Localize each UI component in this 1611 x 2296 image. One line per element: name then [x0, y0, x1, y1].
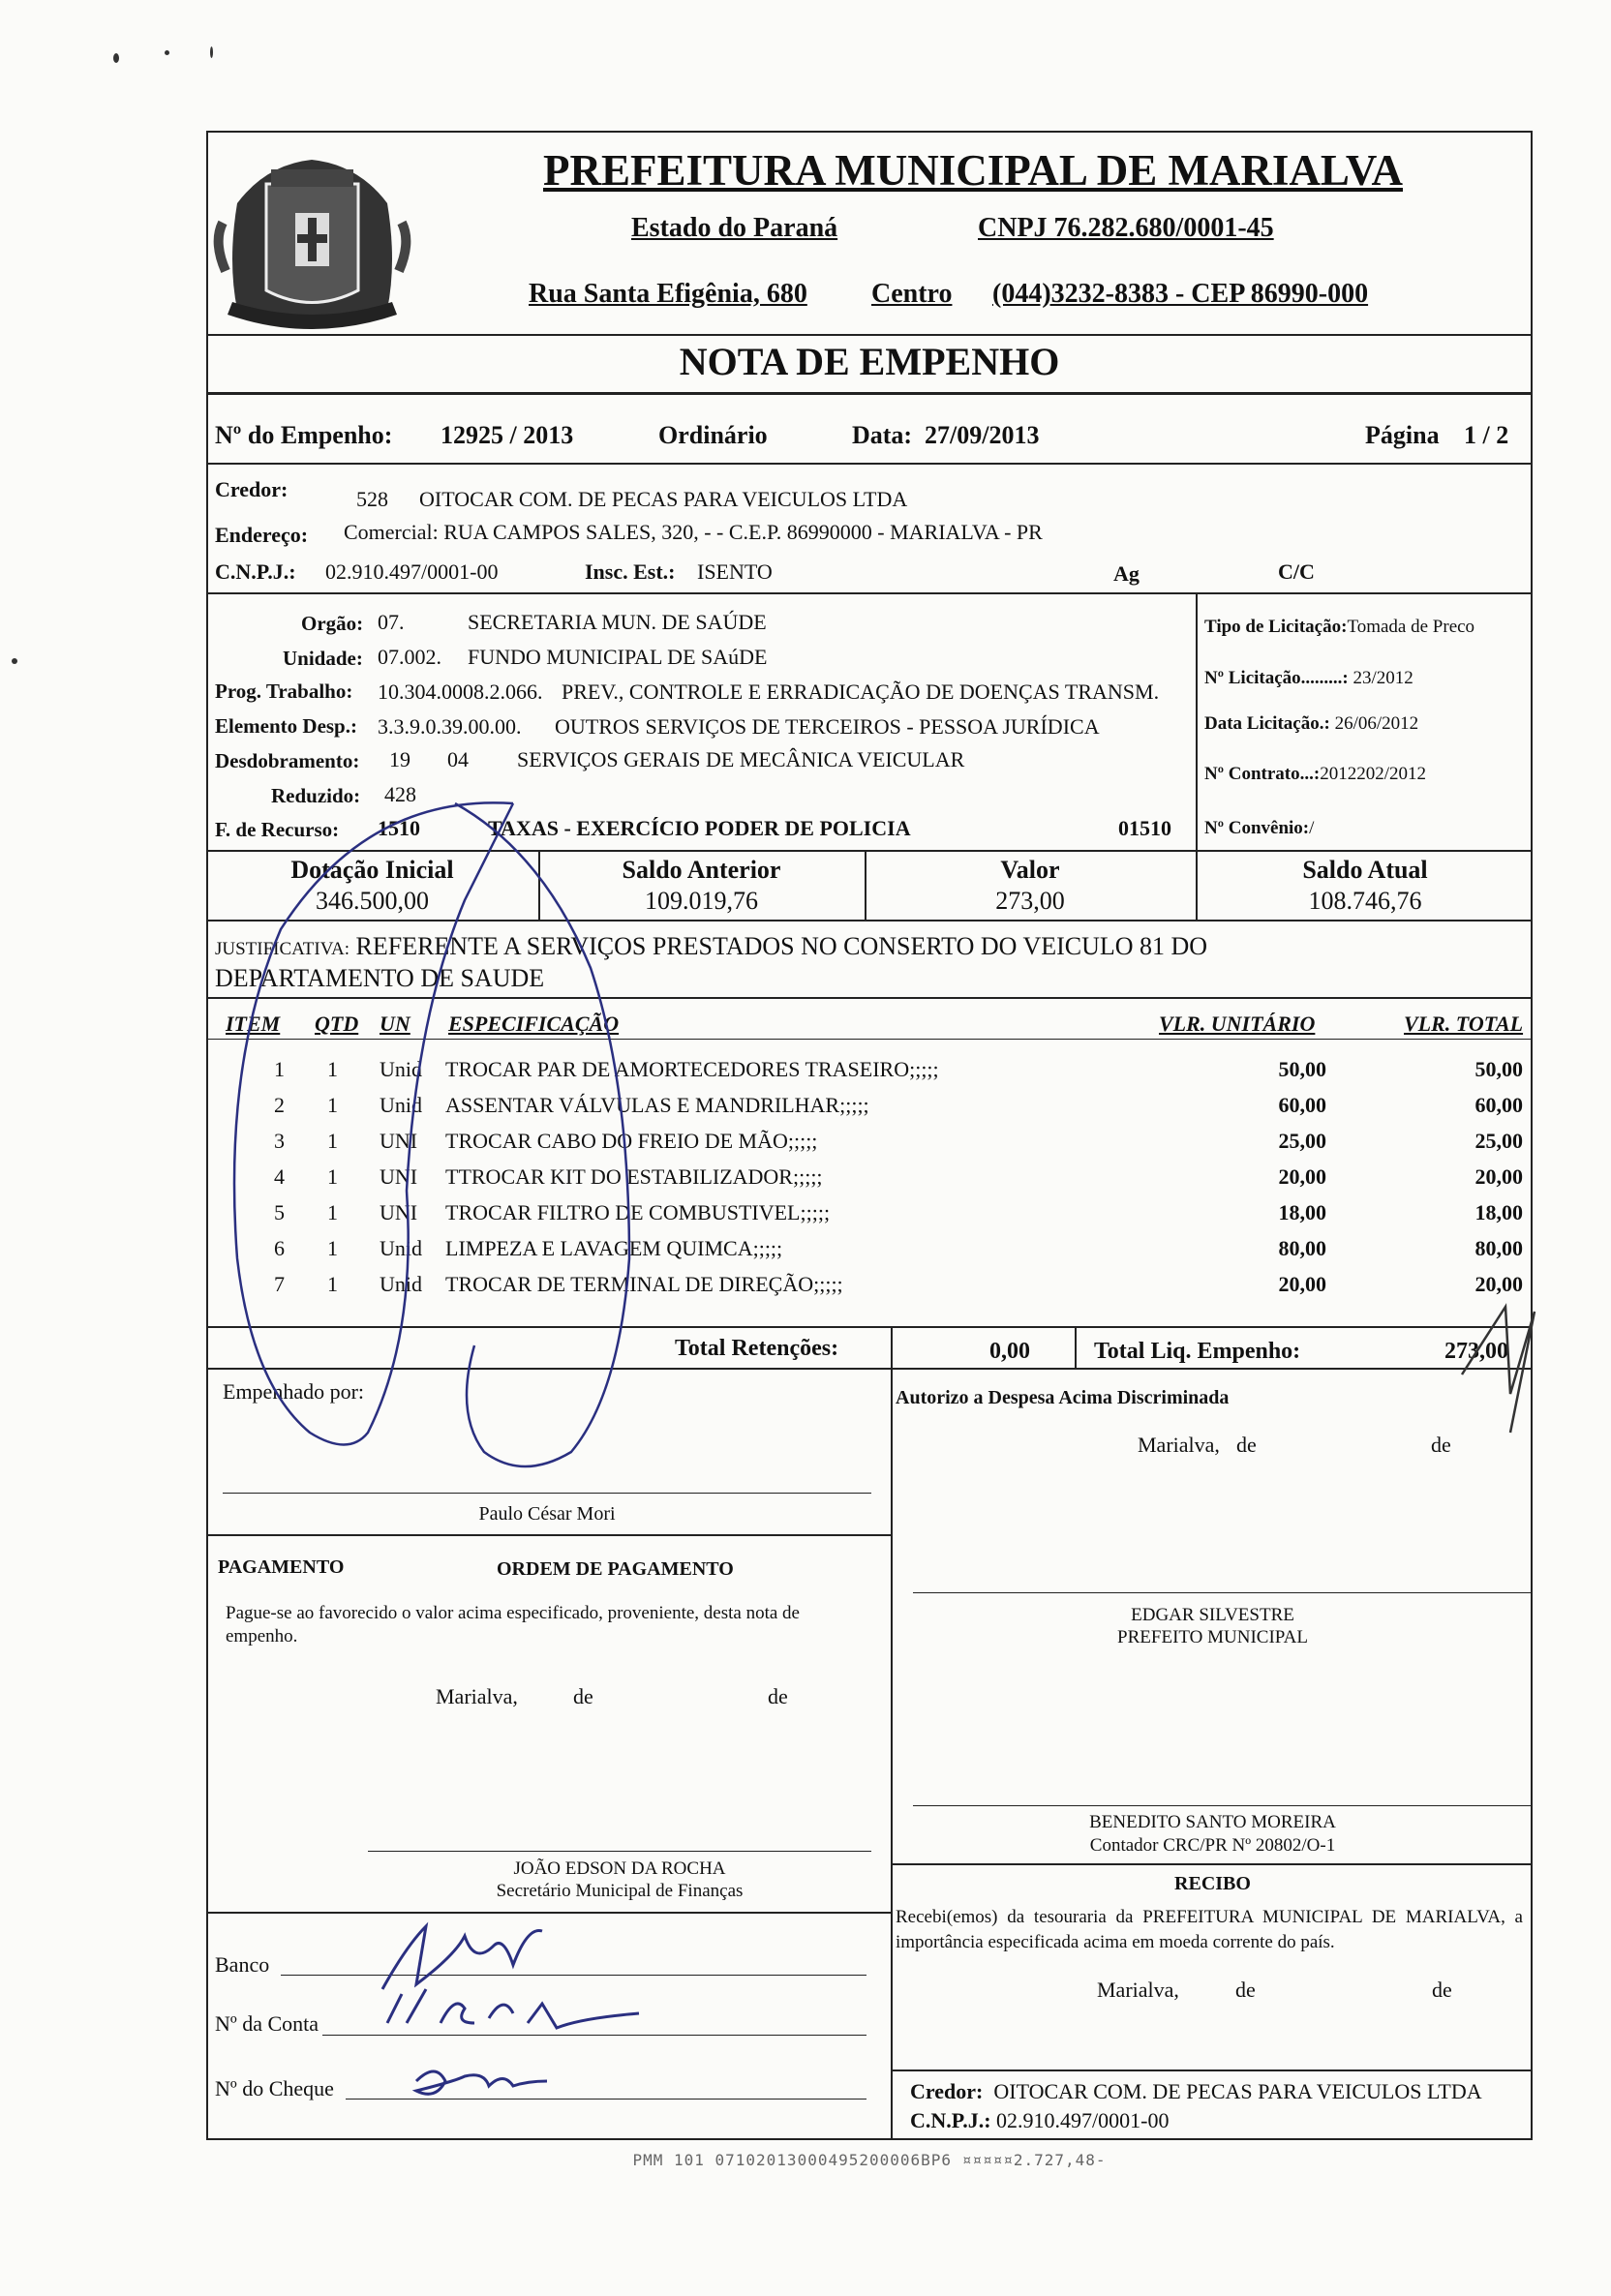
item-unit: Unid — [380, 1236, 422, 1260]
recurso-num: 01510 — [1118, 816, 1171, 840]
oval-stroke-left — [234, 802, 513, 1444]
desdobramento-name: SERVIÇOS GERAIS DE MECÂNICA VEICULAR — [517, 747, 965, 771]
recibo-credor-name: OITOCAR COM. DE PECAS PARA VEICULOS LTDA — [993, 2079, 1482, 2103]
item-number: 4 — [274, 1164, 285, 1189]
item-qty: 1 — [327, 1200, 338, 1224]
insc-label: Insc. Est.: — [585, 559, 676, 584]
item-unit: Unid — [380, 1272, 422, 1296]
recurso-name: TAXAS - EXERCÍCIO PODER DE POLICIA — [488, 816, 911, 840]
endereco-label: Endereço: — [215, 523, 309, 547]
autorizo-marialva: Marialva, — [1138, 1433, 1220, 1457]
credor-name: OITOCAR COM. DE PECAS PARA VEICULOS LTDA — [419, 487, 908, 511]
recibo-text: Recebi(emos) da tesouraria da PREFEITURA MUNICIPAL DE MARIALVA, a importância especificada acima em moeda corrente do país. — [896, 1907, 1523, 1952]
recibo-de2: de — [1432, 1978, 1452, 2002]
desdobramento-sub: 04 — [447, 747, 469, 771]
conta-handwriting-mark — [387, 1989, 639, 2028]
total-retencoes-value: 0,00 — [989, 1339, 1030, 1364]
autorizo-de1: de — [1236, 1433, 1257, 1457]
unidade-name: FUNDO MUNICIPAL DE SAúDE — [468, 645, 768, 669]
num-licitacao-value: 23/2012 — [1353, 668, 1413, 688]
secretario-title: Secretário Municipal de Finanças — [496, 1881, 744, 1901]
empenho-number: 12925 / 2013 — [441, 421, 574, 449]
unidade-code: 07.002. — [378, 645, 441, 669]
item-total-price: 18,00 — [1474, 1200, 1523, 1224]
item-unit-price: 60,00 — [1278, 1093, 1326, 1117]
total-retencoes-label: Total Retenções: — [675, 1336, 839, 1361]
justificativa-line1: REFERENTE A SERVIÇOS PRESTADOS NO CONSERTO DO VEICULO 81 DO — [355, 932, 1208, 960]
convenio-value: / — [1309, 818, 1315, 838]
recibo-cnpj-value: 02.910.497/0001-00 — [996, 2108, 1170, 2132]
banco-label: Banco — [215, 1952, 270, 1977]
ordem-pagamento-label: ORDEM DE PAGAMENTO — [497, 1558, 734, 1580]
item-qty: 1 — [327, 1093, 338, 1117]
item-number: 2 — [274, 1093, 285, 1117]
empenho-date: 27/09/2013 — [925, 421, 1040, 449]
item-description: TROCAR FILTRO DE COMBUSTIVEL;;;;; — [445, 1200, 831, 1224]
orgao-name: SECRETARIA MUN. DE SAÚDE — [468, 610, 767, 634]
contador-title: Contador CRC/PR Nº 20802/O-1 — [1089, 1835, 1336, 1856]
elemento-label: Elemento Desp.: — [215, 714, 357, 738]
item-total-price: 80,00 — [1474, 1236, 1523, 1260]
autorizo-label: Autorizo a Despesa Acima Discriminada — [896, 1387, 1230, 1408]
credor-code: 528 — [356, 487, 388, 511]
cheque-signature-mark — [416, 2071, 547, 2094]
item-unit: UNI — [380, 1200, 418, 1224]
item-unit-price: 80,00 — [1278, 1236, 1326, 1260]
num-licitacao-label: Nº Licitação.........: — [1204, 668, 1349, 688]
col-qtd-header: QTD — [315, 1012, 359, 1036]
empenho-tipo: Ordinário — [658, 421, 768, 449]
reduzido-value: 428 — [384, 782, 416, 806]
item-description: TROCAR PAR DE AMORTECEDORES TRASEIRO;;;;; — [445, 1057, 939, 1081]
cc-label: C/C — [1278, 559, 1315, 584]
tipo-licitacao-value: Tomada de Preco — [1347, 617, 1475, 637]
item-total-price: 50,00 — [1474, 1057, 1523, 1081]
pagamento-label: PAGAMENTO — [218, 1556, 345, 1578]
phone-cep-label: (044)3232-8383 - CEP 86990-000 — [992, 279, 1369, 309]
empenho-label: Nº do Empenho: — [215, 421, 393, 449]
item-number: 5 — [274, 1200, 285, 1224]
data-licitacao-value: 26/06/2012 — [1334, 713, 1419, 734]
elemento-code: 3.3.9.0.39.00.00. — [378, 714, 522, 739]
dotacao-inicial-label: Dotação Inicial — [290, 856, 454, 884]
pagamento-marialva: Marialva, — [436, 1684, 518, 1708]
prefeito-name: EDGAR SILVESTRE — [1131, 1605, 1294, 1625]
valor-label: Valor — [1000, 856, 1060, 884]
item-total-price: 25,00 — [1474, 1129, 1523, 1153]
item-qty: 1 — [327, 1236, 338, 1260]
item-unit: Unid — [380, 1057, 422, 1081]
pagamento-de1: de — [573, 1684, 593, 1708]
credor-cnpj-label: C.N.P.J.: — [215, 559, 296, 584]
recibo-credor-label: Credor: — [910, 2079, 984, 2103]
item-unit-price: 25,00 — [1278, 1129, 1326, 1153]
recurso-label: F. de Recurso: — [215, 818, 340, 841]
desdobramento-code: 19 — [389, 747, 410, 771]
credor-cnpj: 02.910.497/0001-00 — [325, 559, 499, 584]
item-description: ASSENTAR VÁLVULAS E MANDRILHAR;;;;; — [445, 1093, 869, 1117]
estado-label: Estado do Paraná — [631, 213, 838, 243]
col-espec-header: ESPECIFICAÇÃO — [448, 1012, 620, 1036]
col-total-header: VLR. TOTAL — [1404, 1012, 1524, 1036]
insc-value: ISENTO — [697, 559, 773, 584]
item-unit-price: 18,00 — [1278, 1200, 1326, 1224]
pagamento-de2: de — [768, 1684, 788, 1708]
nota-empenho-title: NOTA DE EMPENHO — [679, 340, 1060, 383]
centro-label: Centro — [871, 279, 953, 309]
ag-label: Ag — [1113, 561, 1140, 586]
secretario-name: JOÃO EDSON DA ROCHA — [513, 1858, 726, 1879]
pagina-label: Página — [1365, 421, 1440, 449]
item-total-price: 20,00 — [1474, 1164, 1523, 1189]
item-qty: 1 — [327, 1057, 338, 1081]
item-qty: 1 — [327, 1129, 338, 1153]
item-unit: Unid — [380, 1093, 422, 1117]
justificativa-label: JUSTIFICATIVA: — [215, 939, 350, 959]
saldo-atual-label: Saldo Atual — [1302, 856, 1428, 884]
total-liq-value: 273,00 — [1444, 1339, 1508, 1364]
item-qty: 1 — [327, 1272, 338, 1296]
prog-label: Prog. Trabalho: — [215, 680, 353, 703]
cheque-label: Nº do Cheque — [215, 2076, 334, 2100]
endereco-value: Comercial: RUA CAMPOS SALES, 320, - - C.E.P. 86990000 - MARIALVA - PR — [344, 520, 1043, 544]
item-unit-price: 20,00 — [1278, 1272, 1326, 1296]
prefeitura-title: PREFEITURA MUNICIPAL DE MARIALVA — [542, 146, 1404, 195]
credor-label: Credor: — [215, 477, 289, 501]
item-unit: UNI — [380, 1129, 418, 1153]
unidade-label: Unidade: — [283, 647, 363, 670]
prog-name: PREV., CONTROLE E ERRADICAÇÃO DE DOENÇAS TRANSM. — [562, 680, 1160, 704]
item-qty: 1 — [327, 1164, 338, 1189]
recibo-cnpj-label: C.N.P.J.: — [910, 2108, 991, 2132]
pagina-value: 1 / 2 — [1464, 421, 1509, 449]
item-unit-price: 20,00 — [1278, 1164, 1326, 1189]
convenio-label: Nº Convênio: — [1204, 818, 1310, 838]
item-unit: UNI — [380, 1164, 418, 1189]
col-un-header: UN — [380, 1012, 410, 1036]
item-description: TTROCAR KIT DO ESTABILIZADOR;;;;; — [445, 1164, 823, 1189]
banco-signature-mark — [382, 1926, 542, 1989]
prefeito-title: PREFEITO MUNICIPAL — [1117, 1627, 1308, 1647]
contrato-label: Nº Contrato...: — [1204, 764, 1321, 784]
dotacao-inicial-value: 346.500,00 — [316, 887, 429, 915]
item-total-price: 20,00 — [1474, 1272, 1523, 1296]
rua-label: Rua Santa Efigênia, 680 — [529, 279, 807, 309]
item-unit-price: 50,00 — [1278, 1057, 1326, 1081]
reduzido-label: Reduzido: — [271, 784, 361, 807]
empenhado-label: Empenhado por: — [223, 1379, 365, 1404]
contador-name: BENEDITO SANTO MOREIRA — [1089, 1812, 1336, 1832]
prog-code: 10.304.0008.2.066. — [378, 680, 543, 704]
orgao-code: 07. — [378, 610, 405, 634]
saldo-atual-value: 108.746,76 — [1308, 887, 1422, 915]
item-number: 6 — [274, 1236, 285, 1260]
total-initials-mark — [1462, 1307, 1535, 1433]
tipo-licitacao-label: Tipo de Licitação: — [1204, 617, 1348, 637]
item-total-price: 60,00 — [1474, 1093, 1523, 1117]
bottom-code: PMM 101 07102013000495200006BP6 ¤¤¤¤¤2.727,48- — [632, 2151, 1107, 2169]
recurso-code: 1510 — [378, 816, 420, 840]
conta-label: Nº da Conta — [215, 2011, 319, 2036]
oval-stroke-right — [455, 803, 629, 1466]
item-number: 3 — [274, 1129, 285, 1153]
recibo-label: RECIBO — [1174, 1873, 1251, 1894]
item-description: TROCAR DE TERMINAL DE DIREÇÃO;;;;; — [445, 1272, 843, 1296]
pague-text: Pague-se ao favorecido o valor acima especificado, proveniente, desta nota de empenho. — [226, 1603, 800, 1646]
recibo-marialva: Marialva, — [1097, 1978, 1179, 2002]
saldo-anterior-value: 109.019,76 — [645, 887, 758, 915]
recibo-de1: de — [1235, 1978, 1256, 2002]
col-unit-header: VLR. UNITÁRIO — [1159, 1012, 1316, 1036]
autorizo-de2: de — [1431, 1433, 1451, 1457]
empenhado-name: Paulo César Mori — [478, 1503, 616, 1525]
data-label: Data: — [852, 421, 913, 449]
data-licitacao-label: Data Licitação.: — [1204, 713, 1330, 734]
saldo-anterior-label: Saldo Anterior — [622, 856, 781, 884]
total-liq-label: Total Liq. Empenho: — [1094, 1339, 1301, 1364]
orgao-label: Orgão: — [301, 612, 364, 635]
valor-value: 273,00 — [995, 887, 1065, 915]
contrato-value: 2012202/2012 — [1320, 764, 1426, 784]
item-description: TROCAR CABO DO FREIO DE MÃO;;;;; — [445, 1129, 818, 1153]
col-item-header: ITEM — [226, 1012, 281, 1036]
cnpj-header: CNPJ 76.282.680/0001-45 — [978, 213, 1274, 243]
desdobramento-label: Desdobramento: — [215, 749, 360, 772]
item-number: 1 — [274, 1057, 285, 1081]
justificativa-line2: DEPARTAMENTO DE SAUDE — [215, 964, 545, 992]
item-number: 7 — [274, 1272, 285, 1296]
elemento-name: OUTROS SERVIÇOS DE TERCEIROS - PESSOA JURÍDICA — [555, 714, 1100, 739]
item-description: LIMPEZA E LAVAGEM QUIMCA;;;;; — [445, 1236, 783, 1260]
